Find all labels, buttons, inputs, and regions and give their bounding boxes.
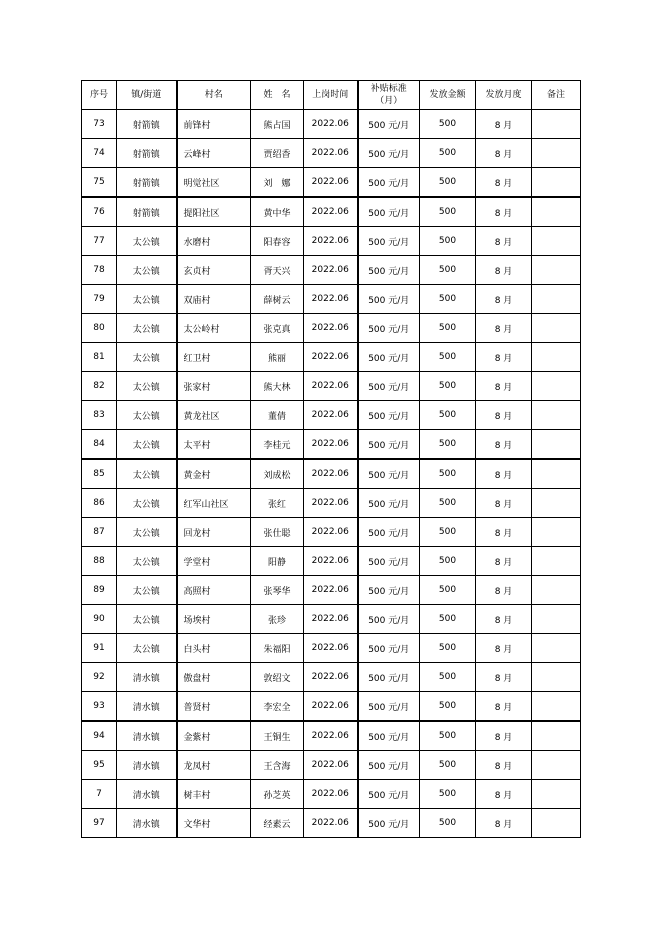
cell-standard: 500 元/月 bbox=[358, 430, 420, 460]
cell-standard: 500 元/月 bbox=[358, 256, 420, 285]
cell-start-date: 2022.06 bbox=[304, 110, 358, 139]
cell-standard: 500 元/月 bbox=[358, 634, 420, 663]
cell-amount: 500 bbox=[420, 314, 476, 343]
cell-amount: 500 bbox=[420, 168, 476, 198]
table-row bbox=[82, 430, 581, 460]
cell-standard: 500 元/月 bbox=[358, 692, 420, 722]
cell-month: 8 月 bbox=[476, 197, 532, 227]
cell-amount: 500 bbox=[420, 692, 476, 722]
cell-start-date: 2022.06 bbox=[304, 430, 358, 460]
cell-village: 白头村 bbox=[177, 634, 251, 663]
cell-town: 太公镇 bbox=[117, 227, 177, 256]
cell-start-date: 2022.06 bbox=[304, 197, 358, 227]
cell-start-date: 2022.06 bbox=[304, 692, 358, 722]
cell-amount: 500 bbox=[420, 809, 476, 838]
cell-town: 射箭镇 bbox=[117, 197, 177, 227]
cell-month: 8 月 bbox=[476, 168, 532, 198]
table-row bbox=[82, 168, 581, 198]
table-row bbox=[82, 721, 581, 751]
cell-town: 太公镇 bbox=[117, 489, 177, 518]
cell-month: 8 月 bbox=[476, 459, 532, 489]
cell-start-date: 2022.06 bbox=[304, 343, 358, 372]
cell-village: 提阳社区 bbox=[177, 197, 251, 227]
cell-start-date: 2022.06 bbox=[304, 634, 358, 663]
cell-town: 太公镇 bbox=[117, 605, 177, 634]
cell-town: 太公镇 bbox=[117, 634, 177, 663]
cell-seq: 93 bbox=[82, 692, 117, 722]
cell-amount: 500 bbox=[420, 430, 476, 460]
cell-amount: 500 bbox=[420, 489, 476, 518]
cell-village: 回龙村 bbox=[177, 518, 251, 547]
cell-note bbox=[532, 751, 581, 780]
cell-note bbox=[532, 721, 581, 751]
table-row bbox=[82, 605, 581, 634]
cell-month: 8 月 bbox=[476, 547, 532, 576]
cell-start-date: 2022.06 bbox=[304, 168, 358, 198]
table-row bbox=[82, 401, 581, 430]
cell-note bbox=[532, 343, 581, 372]
cell-note bbox=[532, 489, 581, 518]
cell-name: 李桂元 bbox=[251, 430, 304, 460]
cell-seq: 75 bbox=[82, 168, 117, 198]
table-row bbox=[82, 489, 581, 518]
cell-name: 熊大林 bbox=[251, 372, 304, 401]
cell-village: 太平村 bbox=[177, 430, 251, 460]
cell-start-date: 2022.06 bbox=[304, 256, 358, 285]
cell-month: 8 月 bbox=[476, 372, 532, 401]
cell-month: 8 月 bbox=[476, 314, 532, 343]
cell-seq: 97 bbox=[82, 809, 117, 838]
cell-start-date: 2022.06 bbox=[304, 663, 358, 692]
cell-village: 高照村 bbox=[177, 576, 251, 605]
cell-name: 董倩 bbox=[251, 401, 304, 430]
cell-amount: 500 bbox=[420, 139, 476, 168]
header-standard-line1: 补贴标准 bbox=[370, 84, 407, 94]
header-month: 发放月度 bbox=[476, 81, 532, 110]
cell-month: 8 月 bbox=[476, 401, 532, 430]
cell-town: 射箭镇 bbox=[117, 139, 177, 168]
table-row bbox=[82, 809, 581, 838]
cell-amount: 500 bbox=[420, 663, 476, 692]
cell-village: 傲盘村 bbox=[177, 663, 251, 692]
table-row bbox=[82, 780, 581, 809]
cell-note bbox=[532, 518, 581, 547]
header-seq: 序号 bbox=[82, 81, 117, 110]
cell-standard: 500 元/月 bbox=[358, 285, 420, 314]
cell-name: 经素云 bbox=[251, 809, 304, 838]
table-row bbox=[82, 343, 581, 372]
cell-town: 太公镇 bbox=[117, 256, 177, 285]
cell-name: 李宏全 bbox=[251, 692, 304, 722]
cell-town: 清水镇 bbox=[117, 721, 177, 751]
cell-village: 龙凤村 bbox=[177, 751, 251, 780]
table-row bbox=[82, 576, 581, 605]
cell-seq: 80 bbox=[82, 314, 117, 343]
header-village: 村名 bbox=[177, 81, 251, 110]
table-row bbox=[82, 459, 581, 489]
cell-village: 文华村 bbox=[177, 809, 251, 838]
cell-start-date: 2022.06 bbox=[304, 314, 358, 343]
table-row bbox=[82, 314, 581, 343]
cell-village: 普贤村 bbox=[177, 692, 251, 722]
cell-name: 薛树云 bbox=[251, 285, 304, 314]
cell-seq: 87 bbox=[82, 518, 117, 547]
cell-town: 太公镇 bbox=[117, 343, 177, 372]
cell-name: 张珍 bbox=[251, 605, 304, 634]
cell-standard: 500 元/月 bbox=[358, 547, 420, 576]
cell-name: 黄中华 bbox=[251, 197, 304, 227]
cell-standard: 500 元/月 bbox=[358, 663, 420, 692]
cell-standard: 500 元/月 bbox=[358, 139, 420, 168]
cell-seq: 94 bbox=[82, 721, 117, 751]
cell-month: 8 月 bbox=[476, 634, 532, 663]
cell-village: 黄金村 bbox=[177, 459, 251, 489]
header-name: 姓 名 bbox=[251, 81, 304, 110]
cell-town: 太公镇 bbox=[117, 314, 177, 343]
cell-name: 刘 娜 bbox=[251, 168, 304, 198]
cell-town: 射箭镇 bbox=[117, 168, 177, 198]
cell-name: 张仕聪 bbox=[251, 518, 304, 547]
cell-town: 太公镇 bbox=[117, 547, 177, 576]
header-start-date: 上岗时间 bbox=[304, 81, 358, 110]
cell-note bbox=[532, 168, 581, 198]
cell-amount: 500 bbox=[420, 605, 476, 634]
cell-note bbox=[532, 227, 581, 256]
cell-name: 张克真 bbox=[251, 314, 304, 343]
cell-name: 朱福阳 bbox=[251, 634, 304, 663]
cell-month: 8 月 bbox=[476, 751, 532, 780]
cell-start-date: 2022.06 bbox=[304, 459, 358, 489]
cell-seq: 91 bbox=[82, 634, 117, 663]
cell-month: 8 月 bbox=[476, 809, 532, 838]
cell-amount: 500 bbox=[420, 372, 476, 401]
cell-name: 熊占国 bbox=[251, 110, 304, 139]
cell-amount: 500 bbox=[420, 110, 476, 139]
cell-note bbox=[532, 372, 581, 401]
cell-standard: 500 元/月 bbox=[358, 372, 420, 401]
cell-month: 8 月 bbox=[476, 576, 532, 605]
cell-standard: 500 元/月 bbox=[358, 197, 420, 227]
cell-standard: 500 元/月 bbox=[358, 459, 420, 489]
cell-month: 8 月 bbox=[476, 139, 532, 168]
cell-amount: 500 bbox=[420, 197, 476, 227]
cell-town: 清水镇 bbox=[117, 663, 177, 692]
table-row bbox=[82, 692, 581, 722]
cell-amount: 500 bbox=[420, 518, 476, 547]
cell-village: 双庙村 bbox=[177, 285, 251, 314]
cell-seq: 84 bbox=[82, 430, 117, 460]
cell-town: 太公镇 bbox=[117, 430, 177, 460]
subsidy-table bbox=[81, 80, 581, 838]
cell-amount: 500 bbox=[420, 547, 476, 576]
cell-standard: 500 元/月 bbox=[358, 343, 420, 372]
cell-amount: 500 bbox=[420, 256, 476, 285]
header-town: 镇/街道 bbox=[117, 81, 177, 110]
cell-month: 8 月 bbox=[476, 285, 532, 314]
table-row bbox=[82, 227, 581, 256]
cell-town: 太公镇 bbox=[117, 372, 177, 401]
cell-village: 太公岭村 bbox=[177, 314, 251, 343]
cell-standard: 500 元/月 bbox=[358, 721, 420, 751]
cell-village: 云峰村 bbox=[177, 139, 251, 168]
cell-note bbox=[532, 576, 581, 605]
cell-seq: 89 bbox=[82, 576, 117, 605]
cell-town: 射箭镇 bbox=[117, 110, 177, 139]
cell-name: 敦绍文 bbox=[251, 663, 304, 692]
cell-seq: 86 bbox=[82, 489, 117, 518]
cell-seq: 83 bbox=[82, 401, 117, 430]
cell-seq: 77 bbox=[82, 227, 117, 256]
cell-town: 清水镇 bbox=[117, 809, 177, 838]
cell-month: 8 月 bbox=[476, 110, 532, 139]
cell-amount: 500 bbox=[420, 227, 476, 256]
cell-month: 8 月 bbox=[476, 343, 532, 372]
cell-note bbox=[532, 285, 581, 314]
cell-standard: 500 元/月 bbox=[358, 168, 420, 198]
cell-standard: 500 元/月 bbox=[358, 489, 420, 518]
cell-village: 玄贞村 bbox=[177, 256, 251, 285]
cell-seq: 88 bbox=[82, 547, 117, 576]
cell-name: 孙芝英 bbox=[251, 780, 304, 809]
cell-note bbox=[532, 197, 581, 227]
cell-start-date: 2022.06 bbox=[304, 372, 358, 401]
cell-village: 金紫村 bbox=[177, 721, 251, 751]
cell-month: 8 月 bbox=[476, 721, 532, 751]
cell-note bbox=[532, 547, 581, 576]
cell-standard: 500 元/月 bbox=[358, 227, 420, 256]
cell-note bbox=[532, 110, 581, 139]
cell-note bbox=[532, 256, 581, 285]
cell-month: 8 月 bbox=[476, 430, 532, 460]
cell-amount: 500 bbox=[420, 751, 476, 780]
cell-start-date: 2022.06 bbox=[304, 139, 358, 168]
table-body bbox=[82, 110, 581, 838]
cell-seq: 95 bbox=[82, 751, 117, 780]
table-row bbox=[82, 110, 581, 139]
cell-village: 红军山社区 bbox=[177, 489, 251, 518]
cell-note bbox=[532, 692, 581, 722]
cell-village: 学堂村 bbox=[177, 547, 251, 576]
cell-note bbox=[532, 780, 581, 809]
table-row bbox=[82, 751, 581, 780]
cell-town: 清水镇 bbox=[117, 780, 177, 809]
table-row bbox=[82, 285, 581, 314]
header-amount: 发放金额 bbox=[420, 81, 476, 110]
cell-village: 前锋村 bbox=[177, 110, 251, 139]
cell-village: 张家村 bbox=[177, 372, 251, 401]
cell-name: 贾绍香 bbox=[251, 139, 304, 168]
cell-amount: 500 bbox=[420, 576, 476, 605]
cell-note bbox=[532, 459, 581, 489]
cell-village: 明觉社区 bbox=[177, 168, 251, 198]
cell-start-date: 2022.06 bbox=[304, 576, 358, 605]
cell-village: 场埃村 bbox=[177, 605, 251, 634]
cell-note bbox=[532, 809, 581, 838]
cell-name: 阳春容 bbox=[251, 227, 304, 256]
cell-seq: 74 bbox=[82, 139, 117, 168]
cell-standard: 500 元/月 bbox=[358, 809, 420, 838]
cell-start-date: 2022.06 bbox=[304, 401, 358, 430]
cell-town: 太公镇 bbox=[117, 518, 177, 547]
cell-seq: 81 bbox=[82, 343, 117, 372]
cell-start-date: 2022.06 bbox=[304, 780, 358, 809]
header-note: 备注 bbox=[532, 81, 581, 110]
cell-village: 树丰村 bbox=[177, 780, 251, 809]
cell-amount: 500 bbox=[420, 721, 476, 751]
cell-seq: 7 bbox=[82, 780, 117, 809]
cell-name: 阳静 bbox=[251, 547, 304, 576]
table-row bbox=[82, 256, 581, 285]
cell-name: 刘成松 bbox=[251, 459, 304, 489]
cell-month: 8 月 bbox=[476, 663, 532, 692]
cell-note bbox=[532, 314, 581, 343]
cell-name: 王含海 bbox=[251, 751, 304, 780]
cell-name: 张红 bbox=[251, 489, 304, 518]
cell-town: 太公镇 bbox=[117, 401, 177, 430]
cell-amount: 500 bbox=[420, 634, 476, 663]
cell-month: 8 月 bbox=[476, 780, 532, 809]
cell-town: 太公镇 bbox=[117, 459, 177, 489]
cell-start-date: 2022.06 bbox=[304, 489, 358, 518]
cell-seq: 92 bbox=[82, 663, 117, 692]
cell-seq: 85 bbox=[82, 459, 117, 489]
table-row bbox=[82, 518, 581, 547]
header-standard bbox=[358, 81, 420, 110]
cell-start-date: 2022.06 bbox=[304, 285, 358, 314]
table-row bbox=[82, 634, 581, 663]
cell-month: 8 月 bbox=[476, 518, 532, 547]
cell-amount: 500 bbox=[420, 285, 476, 314]
cell-town: 清水镇 bbox=[117, 751, 177, 780]
cell-start-date: 2022.06 bbox=[304, 721, 358, 751]
cell-seq: 90 bbox=[82, 605, 117, 634]
cell-seq: 79 bbox=[82, 285, 117, 314]
cell-name: 张琴华 bbox=[251, 576, 304, 605]
table-row bbox=[82, 663, 581, 692]
cell-name: 王铜生 bbox=[251, 721, 304, 751]
cell-town: 清水镇 bbox=[117, 692, 177, 722]
cell-seq: 73 bbox=[82, 110, 117, 139]
cell-village: 黄龙社区 bbox=[177, 401, 251, 430]
cell-month: 8 月 bbox=[476, 489, 532, 518]
cell-month: 8 月 bbox=[476, 605, 532, 634]
cell-standard: 500 元/月 bbox=[358, 401, 420, 430]
cell-seq: 78 bbox=[82, 256, 117, 285]
cell-town: 太公镇 bbox=[117, 285, 177, 314]
cell-amount: 500 bbox=[420, 459, 476, 489]
table-row bbox=[82, 197, 581, 227]
cell-start-date: 2022.06 bbox=[304, 227, 358, 256]
cell-month: 8 月 bbox=[476, 227, 532, 256]
cell-village: 水磨村 bbox=[177, 227, 251, 256]
cell-note bbox=[532, 663, 581, 692]
cell-standard: 500 元/月 bbox=[358, 110, 420, 139]
cell-standard: 500 元/月 bbox=[358, 576, 420, 605]
cell-note bbox=[532, 401, 581, 430]
cell-standard: 500 元/月 bbox=[358, 780, 420, 809]
cell-note bbox=[532, 634, 581, 663]
cell-amount: 500 bbox=[420, 401, 476, 430]
cell-start-date: 2022.06 bbox=[304, 547, 358, 576]
cell-standard: 500 元/月 bbox=[358, 605, 420, 634]
header-row bbox=[82, 81, 581, 110]
table-row bbox=[82, 372, 581, 401]
cell-start-date: 2022.06 bbox=[304, 605, 358, 634]
header-standard-line2: （月） bbox=[375, 96, 403, 106]
cell-month: 8 月 bbox=[476, 256, 532, 285]
cell-start-date: 2022.06 bbox=[304, 518, 358, 547]
cell-town: 太公镇 bbox=[117, 576, 177, 605]
cell-standard: 500 元/月 bbox=[358, 518, 420, 547]
cell-amount: 500 bbox=[420, 343, 476, 372]
cell-village: 红卫村 bbox=[177, 343, 251, 372]
cell-name: 胥天兴 bbox=[251, 256, 304, 285]
cell-note bbox=[532, 605, 581, 634]
cell-note bbox=[532, 430, 581, 460]
cell-amount: 500 bbox=[420, 780, 476, 809]
cell-seq: 82 bbox=[82, 372, 117, 401]
cell-start-date: 2022.06 bbox=[304, 809, 358, 838]
table-row bbox=[82, 547, 581, 576]
cell-month: 8 月 bbox=[476, 692, 532, 722]
cell-standard: 500 元/月 bbox=[358, 314, 420, 343]
cell-seq: 76 bbox=[82, 197, 117, 227]
cell-standard: 500 元/月 bbox=[358, 751, 420, 780]
cell-note bbox=[532, 139, 581, 168]
table-row bbox=[82, 139, 581, 168]
cell-name: 熊丽 bbox=[251, 343, 304, 372]
cell-start-date: 2022.06 bbox=[304, 751, 358, 780]
